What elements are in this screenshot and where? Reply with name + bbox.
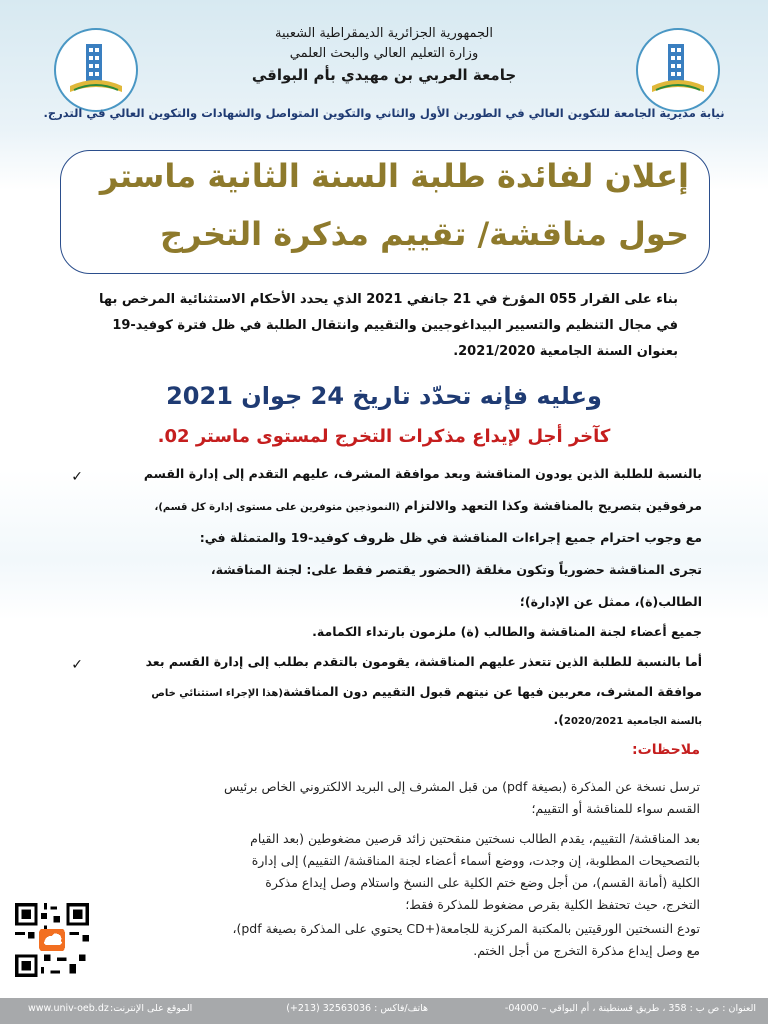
check-icon: ✓ bbox=[71, 469, 83, 485]
footer-website-link[interactable]: www.univ-oeb.dz bbox=[28, 1003, 109, 1014]
intro-line: بعنوان السنة الجامعية 2021/2020. bbox=[453, 344, 678, 359]
note-line: الكلية (أمانة القسم)، من أجل وضع ختم الكلية على النسخ واستلام وصل إيداع مذكرة bbox=[265, 875, 700, 890]
bullet-line: الطالب(ة)، ممثل عن الإدارة)؛ bbox=[519, 594, 702, 609]
bullet-line: جميع أعضاء لجنة المناقشة والطالب (ة) ملزمون بارتداء الكمامة. bbox=[312, 624, 702, 639]
bullet-line: تجرى المناقشة حضورياً وتكون مغلقة (الحضور يقتصر فقط على: لجنة المناقشة، bbox=[210, 562, 702, 577]
bullet-line: أما بالنسبة للطلبة الذين تتعذر عليهم المناقشة، يقومون بالتقدم بطلب إلى إدارة القسم بعد bbox=[145, 654, 702, 669]
note-line: تودع النسختين الورقيتين بالمكتبة المركزية للجامعة(+CD يحتوي على المذكرة بصيغة pdf)، bbox=[232, 921, 700, 936]
university-logo-left bbox=[54, 28, 138, 112]
university-logo-icon bbox=[638, 30, 718, 110]
footer-bar bbox=[0, 998, 768, 1024]
intro-line: في مجال التنظيم والتسيير البيداغوجيين والتقييم وانتقال الطلبة في ظل فترة كوفيد-19 bbox=[112, 318, 678, 333]
university-logo-icon bbox=[56, 30, 136, 110]
announcement-title-line2: حول مناقشة/ تقييم مذكرة التخرج bbox=[160, 215, 689, 253]
announcement-title-line1: إعلان لفائدة طلبة السنة الثانية ماستر bbox=[99, 157, 689, 195]
footer-address: العنوان : ص ب : 358 ، طريق قسنطينة ، أم البواقي – 04000- bbox=[504, 1003, 756, 1014]
republic-name: الجمهورية الجزائرية الديمقراطية الشعبية bbox=[275, 26, 493, 41]
footer-phone: هاتف/فاكس : 32563036 (213+) bbox=[286, 1003, 428, 1014]
announcement-title-box bbox=[60, 150, 710, 274]
note-line: مع وصل إيداع مذكرة التخرج من أجل الختم. bbox=[473, 943, 700, 958]
bullet-line bbox=[155, 494, 702, 520]
bullet-line-part: بالسنة الجامعية 2020/2021 bbox=[563, 716, 702, 727]
qr-code-icon[interactable] bbox=[12, 900, 92, 980]
notes-title: ملاحظات: bbox=[632, 742, 700, 758]
bullet-line-part: ). bbox=[553, 712, 564, 727]
bullet-line-part: مرفوقين بتصريح بالمناقشة وكذا التعهد والالتزام bbox=[404, 498, 702, 513]
deadline-note: كآخر أجل لإيداع مذكرات التخرج لمستوى ماستر 02. bbox=[157, 426, 611, 447]
directorate-name: نيابة مديرية الجامعة للتكوين العالي في الطورين الأول والثاني والتكوين المتواصل والشهادات والتكوين العالي في التدرج. bbox=[43, 106, 725, 120]
bullet-line: بالنسبة للطلبة الذين يودون المناقشة وبعد موافقة المشرف، عليهم التقدم إلى إدارة القسم bbox=[143, 466, 702, 481]
university-name: جامعة العربي بن مهيدي بأم البواقي bbox=[251, 66, 517, 84]
check-icon: ✓ bbox=[71, 657, 83, 673]
note-line: بالتصحيحات المطلوبة، إن وجدت، ووضع أسماء أعضاء لجنة المناقشة/ التقييم) إلى إدارة bbox=[251, 853, 700, 868]
university-logo-right bbox=[636, 28, 720, 112]
bullet-line bbox=[151, 680, 702, 706]
footer-website-label: الموقع على الإنترنت: bbox=[110, 1003, 193, 1014]
note-line: بعد المناقشة/ التقييم، يقدم الطالب نسختين منقحتين زائد قرصين مضغوطين (بعد القيام bbox=[250, 831, 700, 846]
note-line: القسم سواء للمناقشة أو التقييم؛ bbox=[531, 801, 700, 816]
bullet-line bbox=[554, 708, 702, 734]
intro-line: بناء على القرار 055 المؤرخ في 21 جانفي 2021 الذي يحدد الأحكام الاستثنائية المرخص بها bbox=[98, 292, 678, 307]
note-line: التخرج، حيث تحتفظ الكلية بقرص مضغوط للمذكرة فقط؛ bbox=[405, 897, 700, 912]
ministry-name: وزارة التعليم العالي والبحث العلمي bbox=[289, 46, 479, 61]
bullet-line-part: (النموذجين متوفرين على مستوى إدارة كل قسم)، bbox=[154, 502, 400, 513]
bullet-line-part: (هذا الإجراء استثنائي خاص bbox=[151, 688, 283, 699]
deadline-date: وعليه فإنه تحدّد تاريخ 24 جوان 2021 bbox=[166, 382, 602, 410]
bullet-line: مع وجوب احترام جميع إجراءات المناقشة في ظل ظروف كوفيد-19 والمتمثلة في: bbox=[199, 530, 702, 545]
bullet-line-part: موافقة المشرف، معربين فيها عن نيتهم قبول التقييم دون المناقشة bbox=[282, 684, 702, 699]
note-line: ترسل نسخة عن المذكرة (بصيغة pdf) من قبل المشرف إلى البريد الالكتروني الخاص برئيس bbox=[223, 779, 700, 794]
